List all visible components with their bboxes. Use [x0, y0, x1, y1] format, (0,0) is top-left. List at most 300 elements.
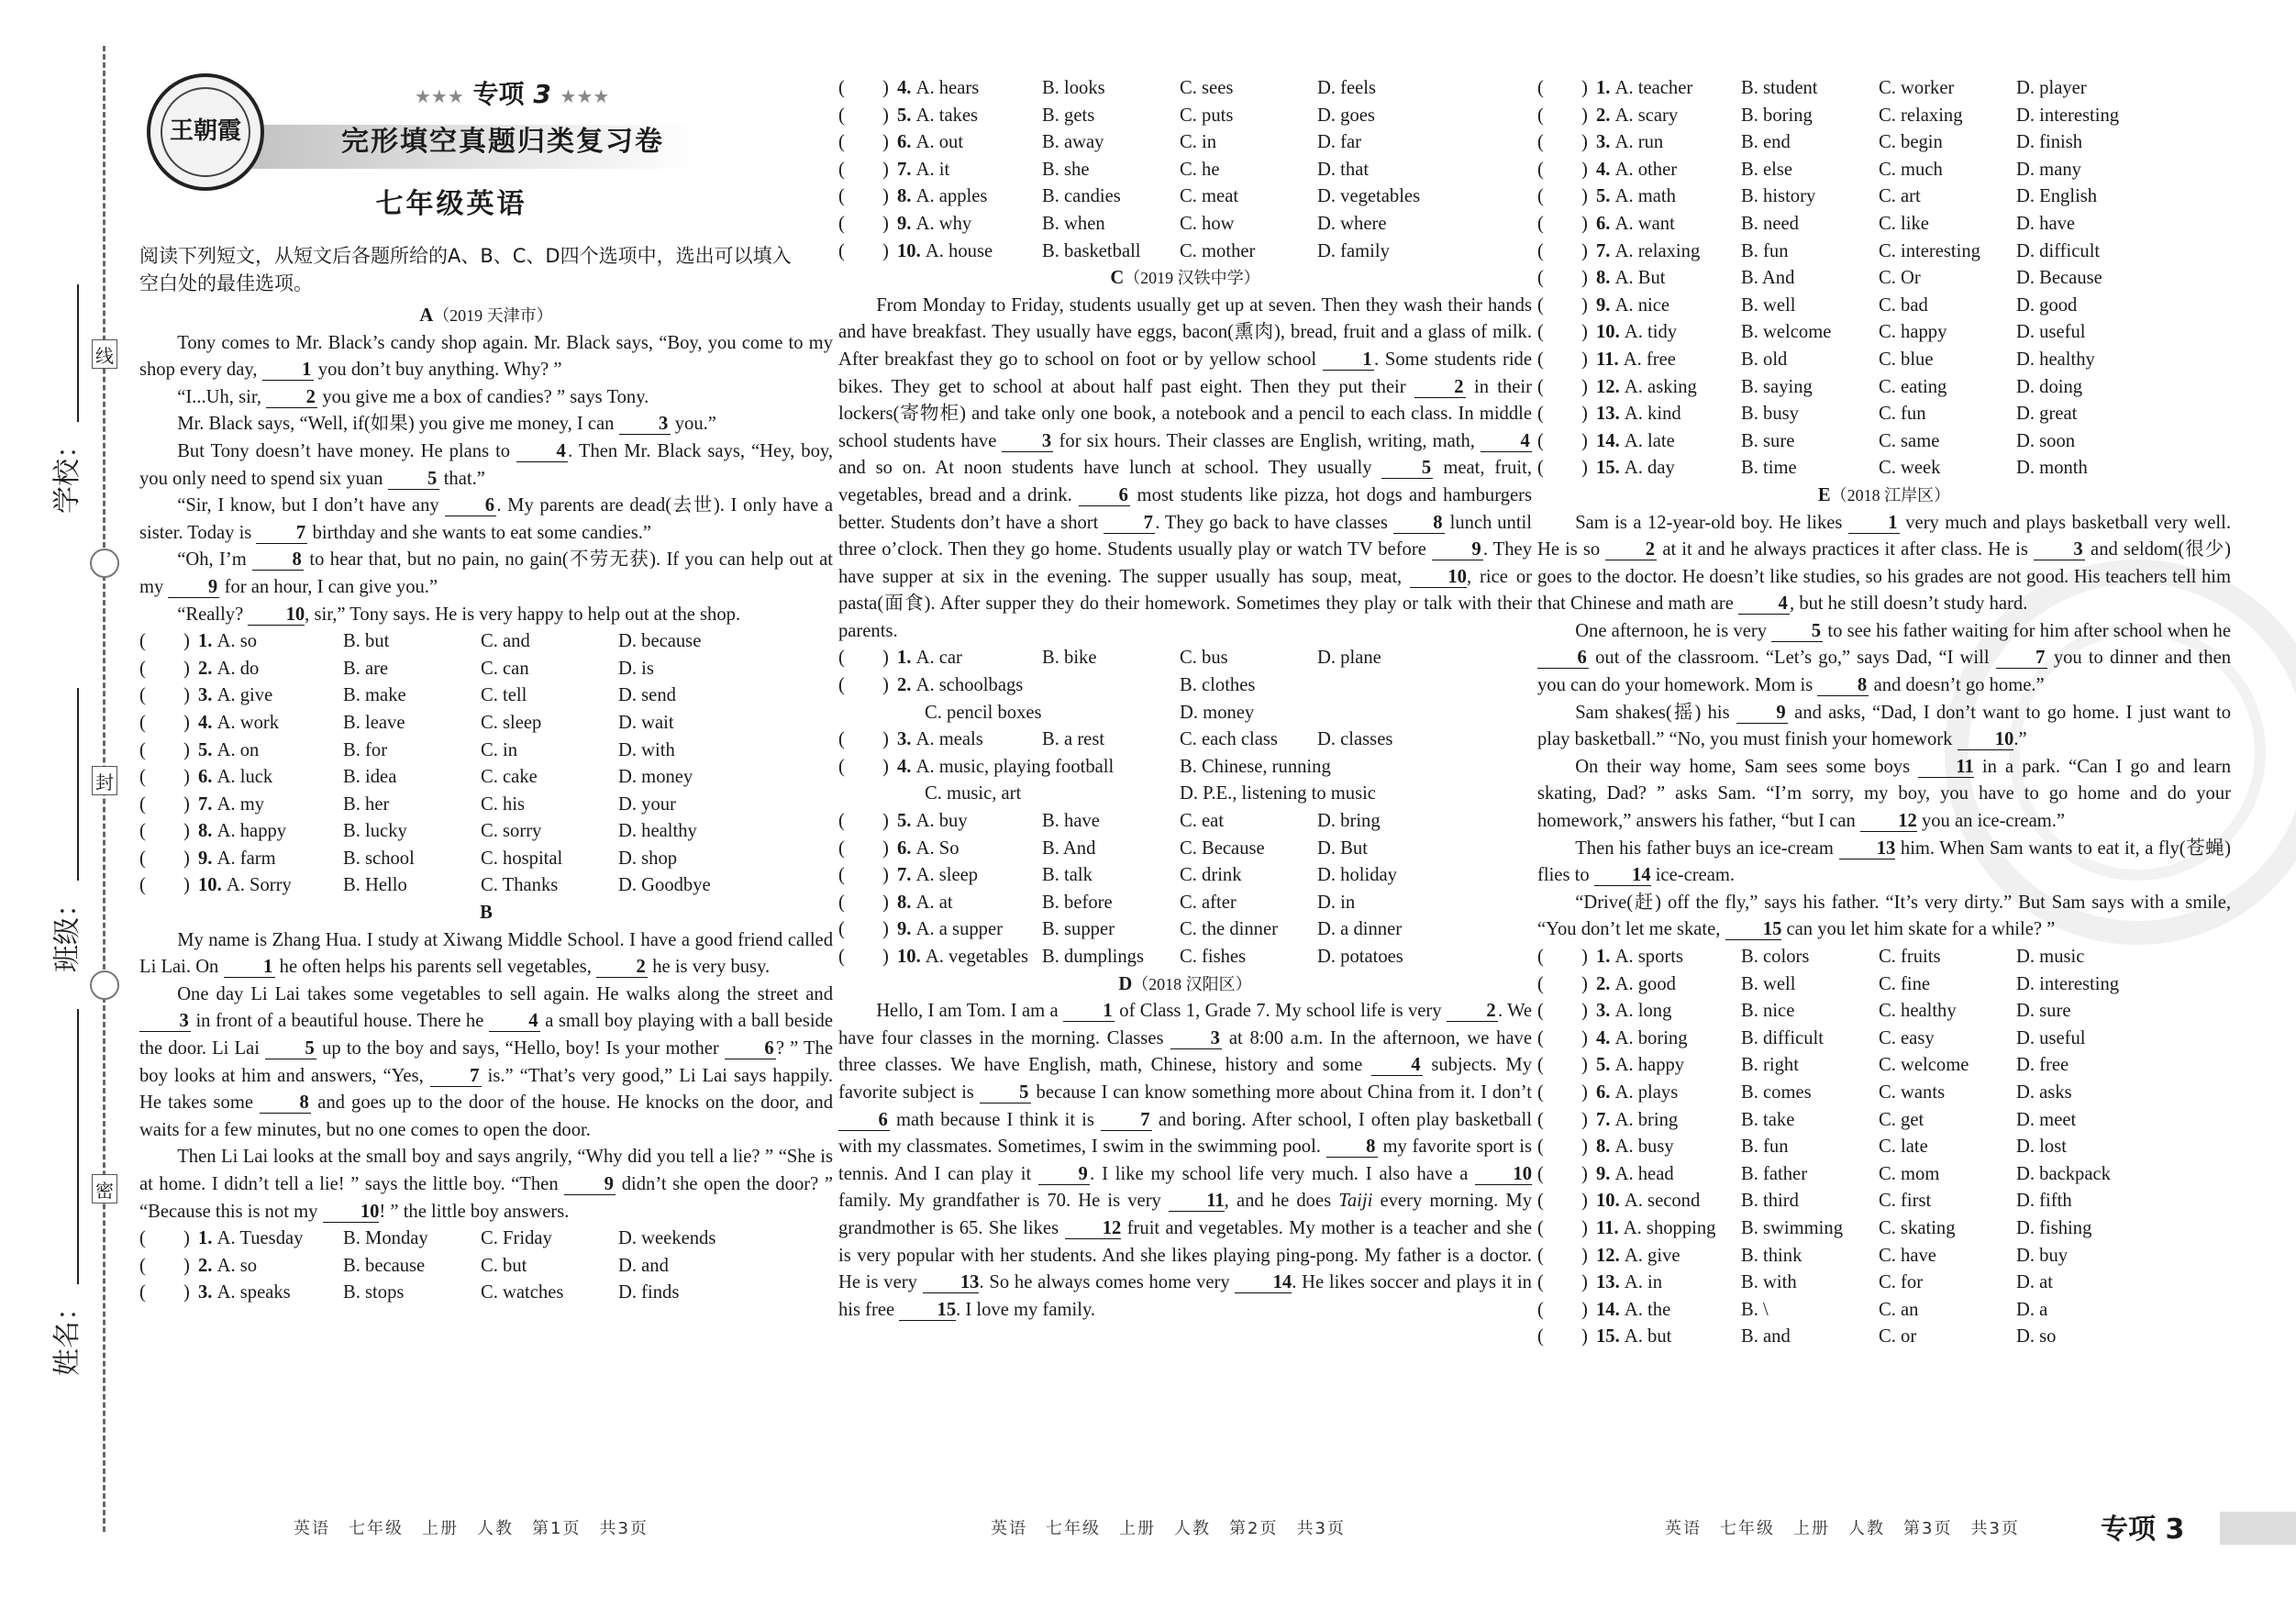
option-c: C. Because: [1180, 837, 1265, 859]
option-c: C. bus: [1180, 648, 1228, 669]
answer-bracket[interactable]: ( ): [1537, 458, 1588, 479]
answer-bracket[interactable]: ( ): [1537, 1191, 1588, 1212]
blank-4[interactable]: 4: [1481, 431, 1532, 452]
answer-bracket[interactable]: ( ): [838, 648, 889, 669]
option-d: D. healthy: [2016, 349, 2095, 370]
badge-bar: [2220, 1512, 2296, 1545]
answer-bracket[interactable]: ( ): [838, 947, 889, 967]
question-number: 10.: [198, 875, 227, 896]
answer-bracket[interactable]: ( ): [838, 105, 889, 126]
column-2: [838, 75, 1532, 1324]
question-number: 12.: [1596, 1245, 1625, 1266]
option-c: C. sees: [1180, 78, 1234, 98]
answer-bracket[interactable]: ( ): [1537, 1109, 1588, 1130]
answer-bracket[interactable]: ( ): [139, 848, 190, 869]
blank-9[interactable]: 9: [1432, 539, 1483, 560]
binding-strip: [0, 0, 128, 1597]
answer-bracket[interactable]: ( ): [838, 186, 889, 207]
answer-bracket[interactable]: ( ): [1537, 1055, 1588, 1076]
blank-1[interactable]: 1: [262, 360, 314, 381]
blank-5[interactable]: 5: [265, 1038, 316, 1059]
special-label: 专项: [472, 79, 525, 109]
option-b: B. sure: [1741, 430, 1795, 451]
option-b: B. basketball: [1042, 240, 1141, 261]
blank-9[interactable]: 9: [564, 1174, 616, 1195]
name-field[interactable]: [44, 1009, 84, 1376]
footer-page-2: 英语 七年级 上册 人教 第2页 共3页: [991, 1519, 1346, 1538]
answer-bracket[interactable]: ( ): [1537, 240, 1588, 261]
blank-2[interactable]: 2: [1605, 539, 1657, 560]
section-e-questions: [1537, 944, 2231, 1351]
blank-3[interactable]: 3: [1002, 431, 1053, 452]
question-5: [1537, 183, 2231, 211]
question-10: [838, 238, 1532, 266]
blank-9[interactable]: 9: [1038, 1164, 1090, 1185]
option-d: D. finish: [2016, 132, 2083, 153]
question-number: 4.: [1596, 1027, 1615, 1048]
option-b: B. before: [1042, 892, 1113, 913]
blank-10[interactable]: 10: [1958, 729, 2014, 750]
question-11: [1537, 347, 2231, 374]
answer-bracket[interactable]: ( ): [1537, 78, 1588, 98]
option-c: C. much: [1879, 159, 1943, 180]
option-a: 4. A. hears: [897, 78, 980, 98]
answer-bracket[interactable]: ( ): [1537, 132, 1588, 153]
blank-8[interactable]: 8: [252, 549, 304, 571]
class-field[interactable]: [44, 688, 84, 972]
answer-bracket[interactable]: ( ): [1537, 322, 1588, 343]
option-d: D. goes: [1317, 105, 1375, 126]
option-d: D. interesting: [2016, 973, 2120, 994]
answer-bracket[interactable]: ( ): [139, 767, 190, 788]
option-a: 5. A. takes: [897, 105, 979, 126]
blank-14[interactable]: 14: [1594, 865, 1651, 886]
blank-2[interactable]: 2: [266, 387, 317, 408]
answer-bracket[interactable]: ( ): [838, 919, 889, 940]
option-b: B. looks: [1042, 78, 1105, 98]
option-b: B. colors: [1741, 947, 1810, 967]
option-d: D. in: [1317, 892, 1356, 913]
option-a: 7. A. my: [198, 793, 265, 815]
blank-4[interactable]: 4: [1738, 593, 1790, 615]
answer-bracket[interactable]: ( ): [1537, 1245, 1588, 1266]
option-b: B. dumplings: [1042, 947, 1144, 967]
option-d: D. Goodbye: [618, 875, 711, 896]
option-c: C. worker: [1879, 78, 1955, 98]
blank-1[interactable]: 1: [1848, 513, 1900, 534]
question-2: [838, 672, 1532, 700]
option-c: C. wants: [1879, 1081, 1946, 1103]
answer-bracket[interactable]: ( ): [1537, 1081, 1588, 1103]
blank-13[interactable]: 13: [923, 1272, 980, 1293]
question-6: [1537, 211, 2231, 238]
binder-hole-icon: [90, 970, 119, 1000]
option-a: 7. A. sleep: [897, 865, 979, 886]
blank-3[interactable]: 3: [619, 414, 671, 435]
blank-13[interactable]: 13: [1839, 838, 1896, 859]
option-c: C. fishes: [1180, 947, 1247, 967]
passage-paragraph: “Really? 10, sir,” Tony says. He is very happy to help out at the shop.: [177, 604, 741, 625]
option-c: C. healthy: [1879, 1001, 1957, 1022]
option-b: B. a rest: [1042, 729, 1105, 750]
option-a: 2. A. so: [198, 1255, 258, 1276]
question-2: [1537, 971, 2231, 999]
blank-10[interactable]: 10: [1475, 1164, 1532, 1185]
question-number: 4.: [897, 756, 916, 777]
section-b-questions-part1: [139, 1225, 833, 1307]
answer-bracket[interactable]: ( ): [838, 132, 889, 153]
option-c: C. after: [1180, 892, 1237, 913]
question-number: 6.: [897, 132, 916, 153]
question-8: [139, 818, 833, 846]
school-field[interactable]: [44, 284, 84, 514]
cut-label-seal: 封: [92, 766, 117, 795]
option-b: B. Hello: [343, 875, 407, 896]
option-b: B. she: [1042, 159, 1090, 180]
option-c: C. get: [1879, 1109, 1924, 1130]
blank-11[interactable]: 11: [1169, 1191, 1225, 1212]
option-a: 6. A. plays: [1596, 1081, 1679, 1103]
blank-3[interactable]: 3: [139, 1011, 191, 1032]
option-a: 10. A. vegetables: [897, 947, 1028, 967]
option-d: D. where: [1317, 213, 1387, 234]
option-c: C. puts: [1180, 105, 1234, 126]
question-number: 8.: [897, 186, 916, 207]
section-e-passage: [1537, 510, 2231, 945]
blank-10[interactable]: 10: [248, 604, 305, 626]
question-number: 10.: [897, 240, 926, 261]
option-b: B. third: [1741, 1191, 1799, 1212]
blank-12[interactable]: 12: [1860, 811, 1917, 832]
answer-bracket[interactable]: ( ): [139, 1255, 190, 1276]
blank-6[interactable]: 6: [838, 1110, 890, 1131]
option-b: B. lucky: [343, 821, 407, 842]
option-b: B. difficult: [1741, 1027, 1824, 1048]
question-number: 8.: [1596, 268, 1615, 289]
answer-bracket[interactable]: ( ): [139, 875, 190, 896]
answer-bracket[interactable]: ( ): [139, 793, 190, 815]
question-4: [838, 754, 1532, 782]
answer-bracket[interactable]: ( ): [838, 213, 889, 234]
question-number: 2.: [198, 658, 217, 679]
option-c: C. eating: [1879, 376, 1947, 397]
option-b: B. with: [1741, 1272, 1797, 1293]
blank-1[interactable]: 1: [1063, 1001, 1115, 1022]
option-a: 6. A. So: [897, 837, 959, 859]
question-7: [139, 792, 833, 819]
blank-8[interactable]: 8: [1326, 1137, 1378, 1158]
option-b: B. school: [343, 848, 415, 869]
option-a: 10. A. tidy: [1596, 322, 1678, 343]
cut-label-line: 线: [92, 339, 117, 369]
option-d: D. money: [618, 767, 693, 788]
blank-10[interactable]: 10: [1410, 567, 1467, 588]
option-a: 3. A. meals: [897, 729, 983, 750]
answer-bracket[interactable]: ( ): [139, 1282, 190, 1303]
option-b: B. leave: [343, 712, 405, 733]
option-b: B. Monday: [343, 1228, 428, 1249]
option-a: 8. A. happy: [198, 821, 287, 842]
question-number: 2.: [1596, 105, 1615, 126]
answer-bracket[interactable]: ( ): [139, 658, 190, 679]
question-5: [1537, 1052, 2231, 1080]
option-b: B. time: [1741, 458, 1797, 479]
option-a: 2. A. good: [1596, 973, 1676, 994]
option-b: B. and: [1741, 1326, 1791, 1347]
passage-paragraph: From Monday to Friday, students usually get up at seven. Then they wash their hands and have breakfast. They usually have eggs, bacon(熏肉), bread, fruit and a glass of milk. After breakfast they go to school on foot or by yellow school 1 . Some students ride bikes. They get to school at about half past eight. Then they put their 2 in their lockers(寄物柜) and take only one book, a notebook and a pencil to each class. In middle school students have 3 for six hours. Their classes are English, writing, math, 4 and so on. At noon students have lunch at school. They usually 5 meat, fruit, vegetables, bread and a drink. 6 most students like pizza, hot dogs and hamburgers better. Students don’t have a short 7 . They go back to have classes 8 lunch until three o’clock. Then they go home. Students usually play or watch TV before 9 . They have supper at six in the evening. The supper usually has soup, meat, 10, rice or pasta(面食). After supper they do their homework. Sometimes they play or talk with their parents.: [838, 294, 1532, 641]
answer-bracket[interactable]: ( ): [1537, 349, 1588, 370]
option-right: D. money: [1180, 702, 1255, 723]
answer-bracket[interactable]: ( ): [1537, 430, 1588, 451]
option-d: D. holiday: [1317, 865, 1397, 886]
option-d: D. useful: [2016, 1027, 2086, 1048]
option-a: 5. A. happy: [1596, 1055, 1685, 1076]
name-input-line[interactable]: [50, 1009, 79, 1284]
answer-bracket[interactable]: ( ): [139, 631, 190, 652]
question-13: [1537, 401, 2231, 428]
option-d: D. feels: [1317, 78, 1377, 98]
option-d: D. asks: [2016, 1081, 2072, 1103]
passage-paragraph: “Oh, I’m 8 to hear that, but no pain, no gain(不劳无获). If you can help out at my 9 for an hour, I can give you.”: [139, 549, 833, 597]
option-d: D. good: [2016, 294, 2078, 316]
section-b-passage: [139, 927, 833, 1226]
question-1: [139, 1225, 833, 1253]
answer-bracket[interactable]: ( ): [1537, 1217, 1588, 1238]
question-9: [838, 916, 1532, 944]
option-d: D. with: [618, 739, 675, 760]
answer-bracket[interactable]: ( ): [838, 729, 889, 750]
section-c-passage: [838, 293, 1532, 646]
star-icon: ★★★: [415, 85, 464, 107]
option-d: D. weekends: [618, 1228, 716, 1249]
question-number: 2.: [198, 1255, 217, 1276]
blank-8[interactable]: 8: [1393, 513, 1445, 534]
question-number: 12.: [1596, 376, 1625, 397]
answer-bracket[interactable]: ( ): [838, 892, 889, 913]
option-d: D. vegetables: [1317, 186, 1421, 207]
blank-4[interactable]: 4: [1371, 1055, 1423, 1076]
option-c: C. like: [1879, 213, 1929, 234]
answer-bracket[interactable]: ( ): [838, 78, 889, 98]
school-input-line[interactable]: [50, 284, 79, 422]
blank-8[interactable]: 8: [1817, 675, 1869, 696]
answer-bracket[interactable]: ( ): [1537, 1001, 1588, 1022]
option-c: C. each class: [1180, 729, 1278, 750]
option-d: D. classes: [1317, 729, 1393, 750]
option-c: C. an: [1879, 1299, 1919, 1320]
question-6: [838, 836, 1532, 863]
section-b-questions-part2: [838, 75, 1532, 265]
answer-bracket[interactable]: ( ): [1537, 404, 1588, 425]
blank-9[interactable]: 9: [168, 577, 219, 598]
question-number: 9.: [1596, 294, 1615, 316]
cut-label-secret: 密: [92, 1174, 117, 1203]
question-number: 5.: [198, 739, 217, 760]
option-a: 9. A. why: [897, 213, 972, 234]
question-number: 9.: [1596, 1163, 1615, 1184]
blank-15[interactable]: 15: [899, 1300, 956, 1321]
option-d: D. your: [618, 793, 676, 815]
blank-5[interactable]: 5: [980, 1082, 1031, 1103]
answer-bracket[interactable]: ( ): [139, 685, 190, 706]
answer-bracket[interactable]: ( ): [139, 821, 190, 842]
blank-7[interactable]: 7: [430, 1066, 482, 1087]
passage-paragraph: Mr. Black says, “Well, if(如果) you give me money, I can 3 you.”: [177, 414, 716, 435]
section-c-questions: [838, 645, 1532, 970]
option-d: D. sure: [2016, 1001, 2071, 1022]
answer-bracket: [838, 700, 897, 727]
option-a: 3. A. run: [1596, 132, 1664, 153]
answer-bracket[interactable]: ( ): [1537, 1272, 1588, 1293]
answer-bracket[interactable]: ( ): [838, 811, 889, 832]
question-9: [139, 846, 833, 873]
blank-7[interactable]: 7: [1104, 513, 1155, 534]
option-a: 2. A. do: [198, 658, 260, 679]
answer-bracket[interactable]: ( ): [1537, 186, 1588, 207]
option-c: C. interesting: [1879, 240, 1980, 261]
question-9: [1537, 1161, 2231, 1189]
option-c: C. week: [1879, 458, 1941, 479]
question-8: [838, 890, 1532, 917]
logo-text: 王朝霞: [161, 87, 250, 177]
answer-bracket[interactable]: ( ): [1537, 213, 1588, 234]
option-c: C. drink: [1180, 865, 1242, 886]
blank-1[interactable]: 1: [1323, 349, 1374, 371]
class-input-line[interactable]: [50, 688, 79, 881]
question-number: 6.: [1596, 213, 1615, 234]
blank-4[interactable]: 4: [516, 441, 568, 462]
answer-bracket[interactable]: ( ): [139, 712, 190, 733]
option-a: 10. A. house: [897, 240, 993, 261]
question-number: 7.: [1596, 240, 1615, 261]
option-d: D. fishing: [2016, 1217, 2092, 1238]
question-2: [1537, 103, 2231, 130]
option-c: C. fruits: [1879, 947, 1941, 967]
answer-bracket[interactable]: ( ): [838, 865, 889, 886]
question-6: [139, 764, 833, 792]
answer-bracket[interactable]: ( ): [1537, 268, 1588, 289]
blank-11[interactable]: 11: [1918, 757, 1974, 778]
blank-7[interactable]: 7: [256, 523, 307, 544]
blank-4[interactable]: 4: [489, 1011, 540, 1032]
option-d: D. many: [2016, 159, 2081, 180]
option-c: C. first: [1879, 1191, 1932, 1212]
footer-page-1: 英语 七年级 上册 人教 第1页 共3页: [294, 1519, 649, 1538]
blank-5[interactable]: 5: [1771, 621, 1823, 642]
answer-bracket[interactable]: ( ): [838, 675, 889, 696]
special-number: 3: [533, 79, 551, 109]
option-b: B. her: [343, 793, 390, 815]
option-b: B. well: [1741, 973, 1796, 994]
answer-bracket[interactable]: ( ): [1537, 947, 1588, 967]
answer-bracket: [838, 781, 897, 808]
question-number: 3.: [1596, 1001, 1615, 1022]
blank-2[interactable]: 2: [1414, 377, 1466, 398]
column-1: [139, 62, 833, 1307]
option-b: B. fun: [1741, 1137, 1789, 1158]
question-1: [139, 628, 833, 656]
blank-1[interactable]: 1: [224, 957, 275, 978]
blank-7[interactable]: 7: [1101, 1110, 1152, 1131]
blank-3[interactable]: 3: [1170, 1028, 1222, 1049]
option-a: 6. A. want: [1596, 213, 1675, 234]
answer-bracket[interactable]: ( ): [838, 240, 889, 261]
answer-bracket[interactable]: ( ): [1537, 105, 1588, 126]
question-number: 4.: [1596, 159, 1615, 180]
blank-15[interactable]: 15: [1725, 919, 1782, 940]
italic-term: Taiji: [1338, 1191, 1373, 1212]
blank-6[interactable]: 6: [445, 495, 496, 516]
answer-bracket[interactable]: ( ): [139, 739, 190, 760]
footer-page-3: 英语 七年级 上册 人教 第3页 共3页: [1665, 1519, 2020, 1538]
passage-paragraph: Tony comes to Mr. Black’s candy shop again. Mr. Black says, “Boy, you come to my shop every day, 1 you don’t buy anything. Why? ”: [139, 332, 833, 381]
passage-paragraph: One day Li Lai takes some vegetables to sell again. He walks along the street and 3 in front of a beautiful house. There he 4 a small boy playing with a ball beside the door. Li Lai 5 up to the boy and says, “Hello, boy! Is your mother 6 ? ” The boy looks at him and answers, “Yes, 7 is.” “That’s very good,” Li Lai says happily. He takes some 8 and goes up to the door of the house. He knocks on the door, and waits for a few minutes, but no one comes to open the door.: [139, 983, 833, 1140]
question-number: 1.: [198, 1228, 217, 1249]
blank-6[interactable]: 6: [1537, 648, 1589, 669]
answer-bracket[interactable]: ( ): [1537, 1326, 1588, 1347]
answer-bracket[interactable]: ( ): [1537, 376, 1588, 397]
blank-6[interactable]: 6: [725, 1038, 776, 1059]
page-header: [139, 62, 833, 294]
option-a: 6. A. luck: [198, 767, 273, 788]
blank-12[interactable]: 12: [1065, 1218, 1122, 1239]
option-a: 12. A. asking: [1596, 376, 1697, 397]
answer-bracket[interactable]: ( ): [838, 837, 889, 859]
option-right: B. Chinese, running: [1180, 756, 1331, 777]
option-b: B. have: [1042, 811, 1100, 832]
option-b: B. old: [1741, 349, 1788, 370]
answer-bracket[interactable]: ( ): [838, 756, 889, 777]
option-b: B. well: [1741, 294, 1796, 316]
answer-bracket[interactable]: ( ): [1537, 973, 1588, 994]
question-3: [1537, 129, 2231, 157]
blank-3[interactable]: 3: [2034, 539, 2085, 560]
passage-paragraph: Then Li Lai looks at the small boy and says angrily, “Why did you tell a lie? ” “She is at home. I didn’t tell a lie! ” says the little boy. “Then 9 didn’t she open the door? ” “Because this is not my 10! ” the little boy answers.: [139, 1147, 833, 1222]
question-14: [1537, 1297, 2231, 1325]
question-4: [1537, 157, 2231, 184]
blank-2[interactable]: 2: [596, 957, 648, 978]
option-a: 1. A. Tuesday: [198, 1228, 304, 1249]
option-d: D. bring: [1317, 811, 1381, 832]
option-a: 9. A. farm: [198, 848, 276, 869]
blank-6[interactable]: 6: [1079, 485, 1130, 506]
option-b: B. busy: [1741, 404, 1799, 425]
blank-7[interactable]: 7: [1996, 648, 2047, 669]
option-b: B. boring: [1741, 105, 1813, 126]
blank-10[interactable]: 10: [323, 1202, 380, 1223]
blank-14[interactable]: 14: [1235, 1272, 1292, 1293]
question-number: 3.: [198, 1282, 217, 1303]
answer-bracket[interactable]: ( ): [838, 159, 889, 180]
answer-bracket[interactable]: ( ): [1537, 1137, 1588, 1158]
option-c: C. begin: [1879, 132, 1943, 153]
blank-9[interactable]: 9: [1736, 703, 1788, 724]
answer-bracket[interactable]: ( ): [1537, 1027, 1588, 1048]
answer-bracket[interactable]: ( ): [139, 1228, 190, 1249]
answer-bracket[interactable]: ( ): [1537, 1299, 1588, 1320]
option-a: 8. A. at: [897, 892, 953, 913]
blank-5[interactable]: 5: [388, 469, 439, 490]
option-a: 14. A. the: [1596, 1299, 1671, 1320]
answer-bracket[interactable]: ( ): [1537, 1163, 1588, 1184]
blank-5[interactable]: 5: [1381, 458, 1433, 479]
blank-2[interactable]: 2: [1447, 1001, 1498, 1022]
answer-bracket[interactable]: ( ): [1537, 294, 1588, 316]
blank-8[interactable]: 8: [260, 1092, 311, 1114]
answer-bracket[interactable]: ( ): [1537, 159, 1588, 180]
question-6: [838, 129, 1532, 157]
question-10: [1537, 319, 2231, 347]
